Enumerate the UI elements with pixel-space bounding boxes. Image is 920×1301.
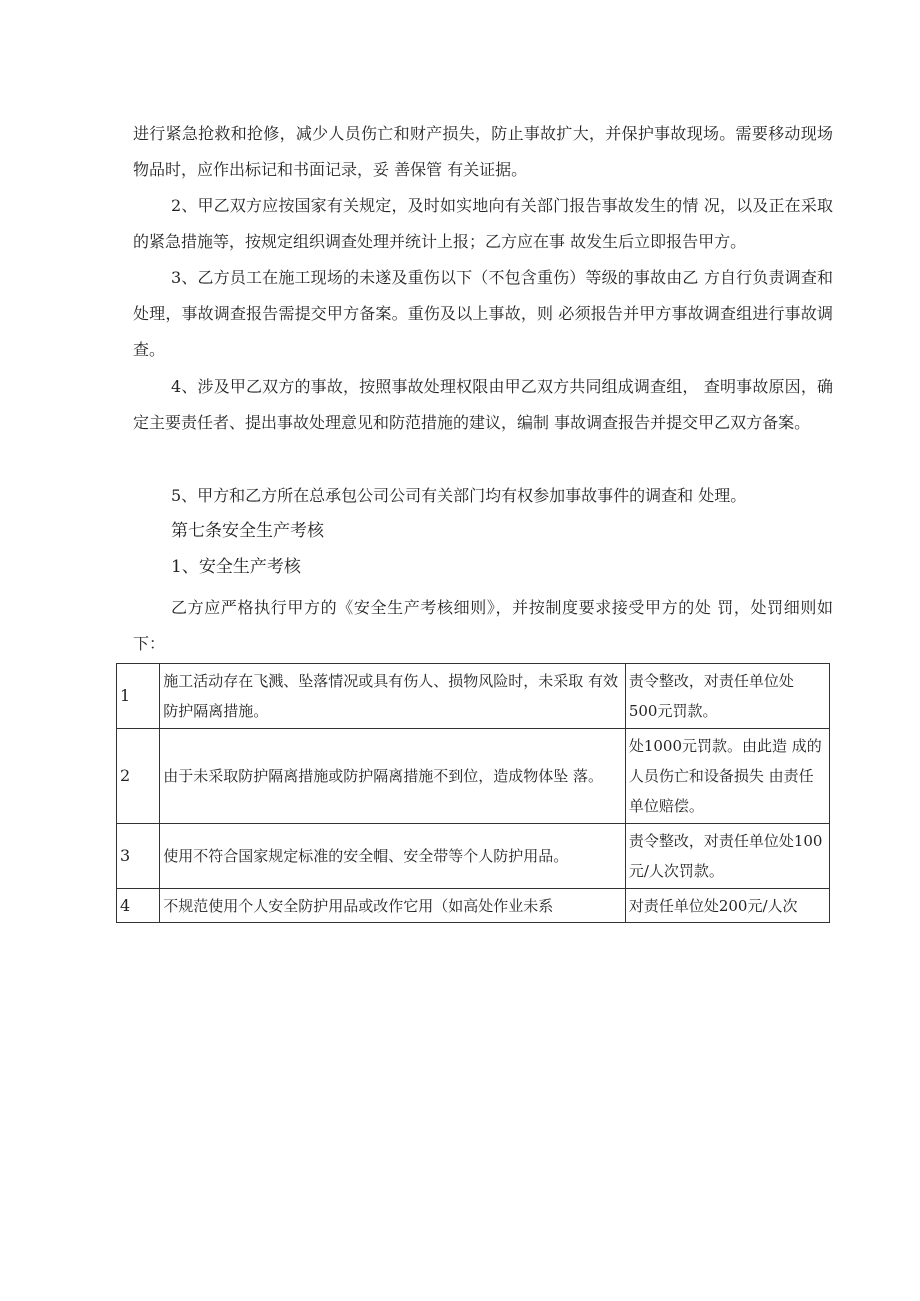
- violation-item: 施工活动存在飞溅、坠落情况或具有伤人、损物风险时，未采取 有效防护隔离措施。: [160, 664, 626, 729]
- row-number: 1: [117, 664, 160, 729]
- paragraph-participation-rights: 5、甲方和乙方所在总承包公司公司有关部门均有权参加事故事件的调查和 处理。: [171, 486, 747, 505]
- article-heading: 第七条安全生产考核: [171, 521, 324, 541]
- violation-item: 使用不符合国家规定标准的安全帽、安全带等个人防护用品。: [160, 824, 626, 889]
- violation-item: 不规范使用个人安全防护用品或改作它用（如高处作业未系: [160, 889, 626, 923]
- sub-heading: 1、安全生产考核: [171, 557, 301, 577]
- table-row: [117, 824, 830, 889]
- paragraph-emergency-rescue: 进行紧急抢救和抢修，减少人员伤亡和财产损失，防止事故扩大，并保护事故现场。需要移动现场物品时，应作出标记和书面记录，妥 善保管 有关证据。: [133, 124, 833, 179]
- violation-item: 由于未采取防护隔离措施或防护隔离措施不到位，造成物体坠 落。: [160, 729, 626, 824]
- row-number: 3: [117, 824, 160, 889]
- paragraph-investigation: 3、乙方员工在施工现场的未遂及重伤以下（不包含重伤）等级的事故由乙 方自行负责调查和处理，事故调查报告需提交甲方备案。重伤及以上事故，则 必须报告并甲方事故调查组进行事故调查。: [133, 268, 833, 359]
- row-number: 4: [117, 889, 160, 923]
- table-row: [117, 889, 830, 923]
- table-row: [117, 729, 830, 824]
- penalty-cell: 对责任单位处200元/人次: [625, 889, 829, 923]
- penalty-table: [116, 663, 830, 923]
- row-number: 2: [117, 729, 160, 824]
- penalty-intro: 乙方应严格执行甲方的《安全生产考核细则》，并按制度要求接受甲方的处 罚，处罚细则如下：: [133, 598, 833, 653]
- paragraph-joint-investigation: 4、涉及甲乙双方的事故，按照事故处理权限由甲乙双方共同组成调查组， 查明事故原因，确定主要责任者、提出事故处理意见和防范措施的建议，编制 事故调查报告并提交甲乙双方备案。: [133, 377, 833, 432]
- penalty-cell: 责令整改，对责任单位处100元/人次罚款。: [625, 824, 829, 889]
- paragraph-report-accident: 2、甲乙双方应按国家有关规定，及时如实地向有关部门报告事故发生的情 况，以及正在采取的紧急措施等，按规定组织调查处理并统计上报；乙方应在事 故发生后立即报告甲方。: [133, 196, 833, 251]
- penalty-cell: 处1000元罚款。由此造 成的人员伤亡和设备损失 由责任单位赔偿。: [625, 729, 829, 824]
- penalty-cell: 责令整改，对责任单位处 500元罚款。: [625, 664, 829, 729]
- table-row: [117, 664, 830, 729]
